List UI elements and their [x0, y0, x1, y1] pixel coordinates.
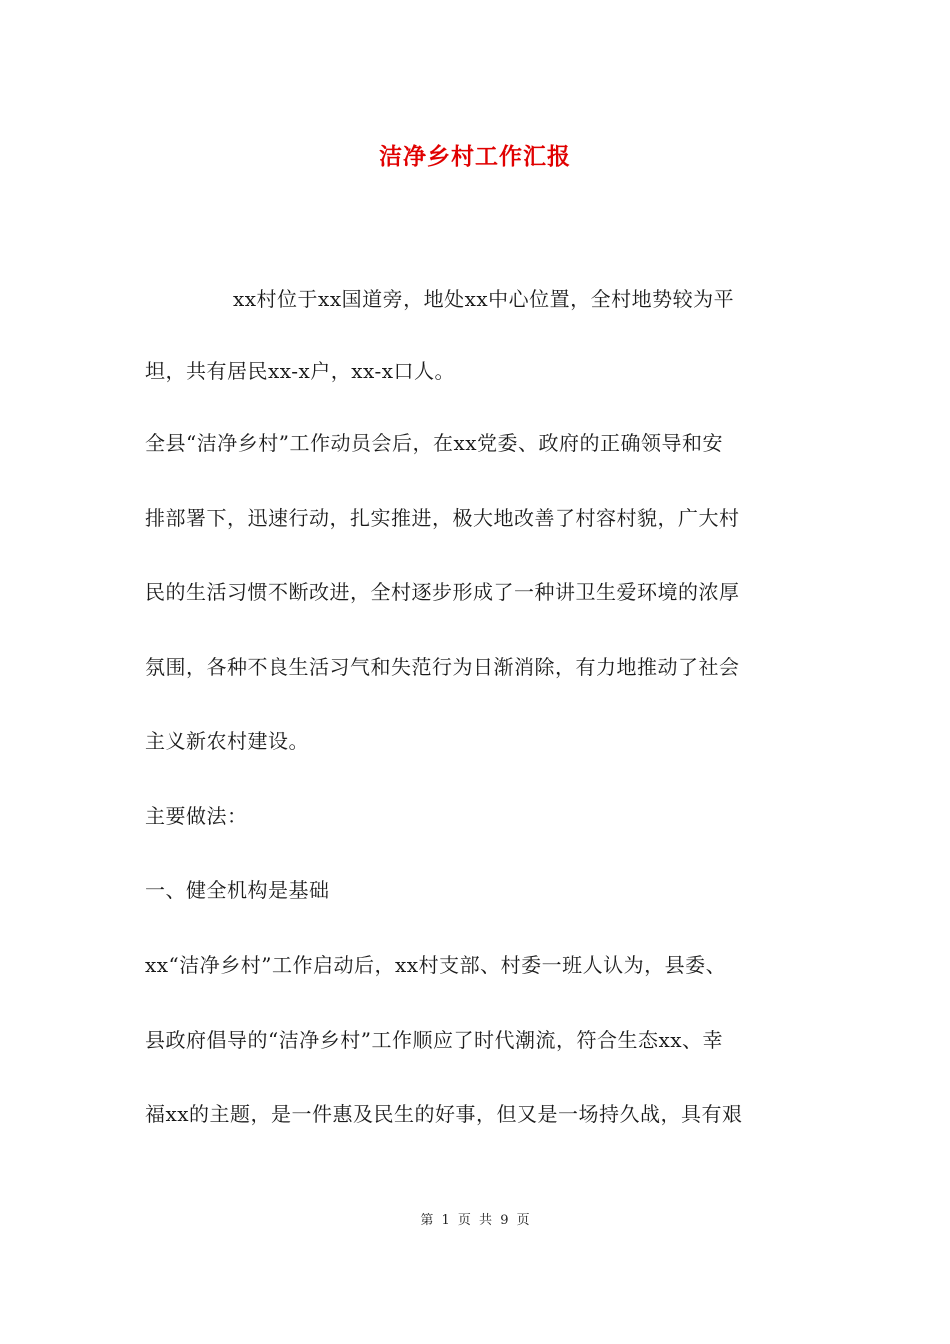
- body-line-8: xx“洁净乡村”工作启动后，xx村支部、村委一班人认为，县委、: [145, 953, 727, 977]
- body-line-9: 县政府倡导的“洁净乡村”工作顺应了时代潮流，符合生态xx、幸: [145, 1028, 724, 1052]
- section-intro: 主要做法：: [145, 804, 248, 828]
- body-line-1: xx村位于xx国道旁，地处xx中心位置，全村地势较为平: [233, 287, 735, 311]
- body-line-7: 主义新农村建设。: [145, 729, 309, 753]
- section-heading-1: 一、健全机构是基础: [145, 878, 330, 902]
- page-footer: 第 1 页 共 9 页: [420, 1213, 530, 1228]
- body-line-4: 排部署下，迅速行动，扎实推进，极大地改善了村容村貌，广大村: [145, 506, 740, 530]
- body-line-10: 福xx的主题，是一件惠及民生的好事，但又是一场持久战，具有艰: [145, 1102, 743, 1126]
- body-line-5: 民的生活习惯不断改进，全村逐步形成了一种讲卫生爱环境的浓厚: [145, 580, 740, 604]
- body-line-2: 坦，共有居民xx-x户，xx-x口人。: [145, 359, 455, 383]
- body-line-6: 氛围，各种不良生活习气和失范行为日渐消除，有力地推动了社会: [145, 655, 740, 679]
- body-line-3: 全县“洁净乡村”工作动员会后，在xx党委、政府的正确领导和安: [145, 431, 724, 455]
- document-title: 洁净乡村工作汇报: [379, 143, 571, 170]
